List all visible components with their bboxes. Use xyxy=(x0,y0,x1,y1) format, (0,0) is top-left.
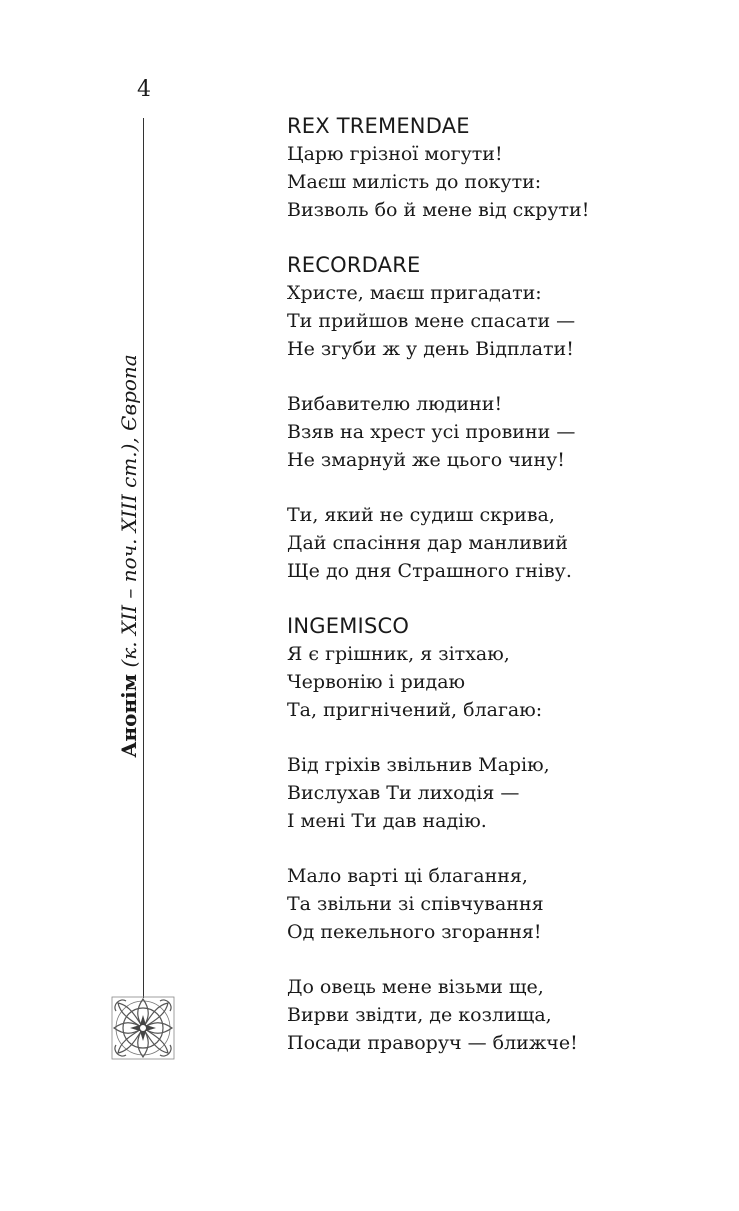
verse-line: Вислухав Ти лиходія — xyxy=(287,782,520,804)
verse-line: Вирви звідти, де козлища, xyxy=(287,1004,552,1026)
verse-line: Не згуби ж у день Відплати! xyxy=(287,338,574,360)
margin-rule xyxy=(143,118,144,998)
stanza xyxy=(287,501,707,585)
verse-line: Ти прийшов мене спасати — xyxy=(287,310,576,332)
verse-line: Ще до дня Страшного гніву. xyxy=(287,560,572,582)
verse-line: Та, пригнічений, благаю: xyxy=(287,699,543,721)
stanza xyxy=(287,862,707,946)
poem-text xyxy=(287,112,707,1084)
stanza xyxy=(287,973,707,1057)
verse-line: Маєш милість до покути: xyxy=(287,171,542,193)
stanza xyxy=(287,612,707,724)
stanza xyxy=(287,751,707,835)
verse-line: Посади праворуч — ближче! xyxy=(287,1032,578,1054)
verse-line: Взяв на хрест усі провини — xyxy=(287,421,576,443)
page-number: 4 xyxy=(137,77,151,102)
section-heading: RECORDARE xyxy=(287,253,421,277)
floral-ornament-icon xyxy=(110,995,176,1061)
verse-line: Та звільни зі співчування xyxy=(287,893,544,915)
verse-line: Від гріхів звільнив Марію, xyxy=(287,754,550,776)
section-heading: REX TREMENDAE xyxy=(287,114,470,138)
verse-line: Христе, маєш пригадати: xyxy=(287,282,542,304)
verse-line: До овець мене візьми ще, xyxy=(287,976,544,998)
verse-line: Червонію і ридаю xyxy=(287,671,466,693)
stanza xyxy=(287,251,707,363)
section-heading: INGEMISCO xyxy=(287,614,410,638)
running-head-author: Анонім xyxy=(117,673,141,758)
stanza xyxy=(287,112,707,224)
verse-line: Я є грішник, я зітхаю, xyxy=(287,643,510,665)
verse-line: Царю грізної могути! xyxy=(287,143,503,165)
verse-line: Мало варті ці благання, xyxy=(287,865,528,887)
verse-line: Вибавителю людини! xyxy=(287,393,503,415)
verse-line: Дай спасіння дар манливий xyxy=(287,532,568,554)
verse-line: І мені Ти дав надію. xyxy=(287,810,487,832)
verse-line: Не змарнуй же цього чину! xyxy=(287,449,565,471)
verse-line: Ти, який не судиш скрива, xyxy=(287,504,555,526)
verse-line: Од пекельного згорання! xyxy=(287,921,542,943)
stanza xyxy=(287,390,707,474)
running-head-note: (к. XII – поч. XIII ст.), Європа xyxy=(117,354,141,674)
verse-line: Визволь бо й мене від скрути! xyxy=(287,199,590,221)
